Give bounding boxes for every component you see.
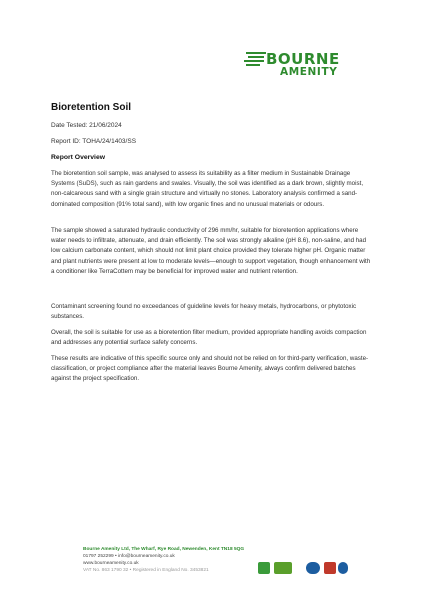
bourne-amenity-logo xyxy=(244,50,380,80)
overview-paragraph-4: Overall, the soil is suitable for use as a bioretention filter medium, provided appropriate handling avoids compaction and addresses any potential surface safety concerns. xyxy=(51,329,367,347)
footer-vat: VAT No. 863 1790 32 • Registered in England No. 3453821 xyxy=(83,568,209,573)
blue-seal-icon xyxy=(338,562,348,574)
overview-paragraph-1: The bioretention soil sample, was analysed to assess its suitability as a filter medium in Sustainable Drainage Systems (SuDS), such as rain gardens and swales. Visually, the soil was identified as a dark brown, slightly moist, non-calcareous sand with a single grain structure and virtually no stones. Laboratory analysis confirmed a sand-dominated composition (91% total sand), with low organic fines and no unusual materials or odours. xyxy=(51,170,364,208)
report-title: Bioretention Soil xyxy=(51,102,131,113)
overview-paragraph-5: These results are indicative of this specific source only and should not be relied on for third-party verification, waste-classification, or project compliance after the material leaves Bourne Amenity, always confirm delivered batches against the project specification. xyxy=(51,355,369,383)
logo-stripes-icon xyxy=(244,52,266,68)
footer-website[interactable]: www.bourneamenity.co.uk xyxy=(83,561,139,566)
fsc-icon xyxy=(258,562,270,574)
overview-paragraph-2: The sample showed a saturated hydraulic conductivity of 296 mm/hr, suitable for bioretention applications where water needs to infiltrate, attenuate, and drain efficiently. The soil was strongly alkaline (pH 8.6), non-saline, and had low calcium carbonate content, which should not limit plant choice provided they tolerate higher pH. Organic matter and plant nutrients were present at low to moderate levels—enough to support vegetation, though enhancement with a conditioner like TerraCottem may be beneficial for improved water and nutrient retention. xyxy=(51,227,371,275)
red-badge-icon xyxy=(324,562,336,574)
overview-paragraph-3: Contaminant screening found no exceedances of guideline levels for heavy metals, hydrocarbons, or phytotoxic substances. xyxy=(51,303,357,321)
report-id: Report ID: TOHA/24/1403/SS xyxy=(51,138,137,145)
date-tested: Date Tested: 21/06/2024 xyxy=(51,122,122,129)
logo-word-amenity: AMENITY xyxy=(280,66,338,78)
footer-contact: 01797 252299 • info@bourneamenity.co.uk xyxy=(83,554,175,559)
footer-company-address: Bourne Amenity Ltd, The Wharf, Rye Road, Newenden, Kent TN18 5QG xyxy=(83,547,245,552)
overview-heading: Report Overview xyxy=(51,154,106,161)
logo-word-bourne: BOURNE xyxy=(266,50,340,68)
footer xyxy=(83,546,244,574)
accreditation-icon xyxy=(306,562,320,574)
grb-icon xyxy=(274,562,292,574)
